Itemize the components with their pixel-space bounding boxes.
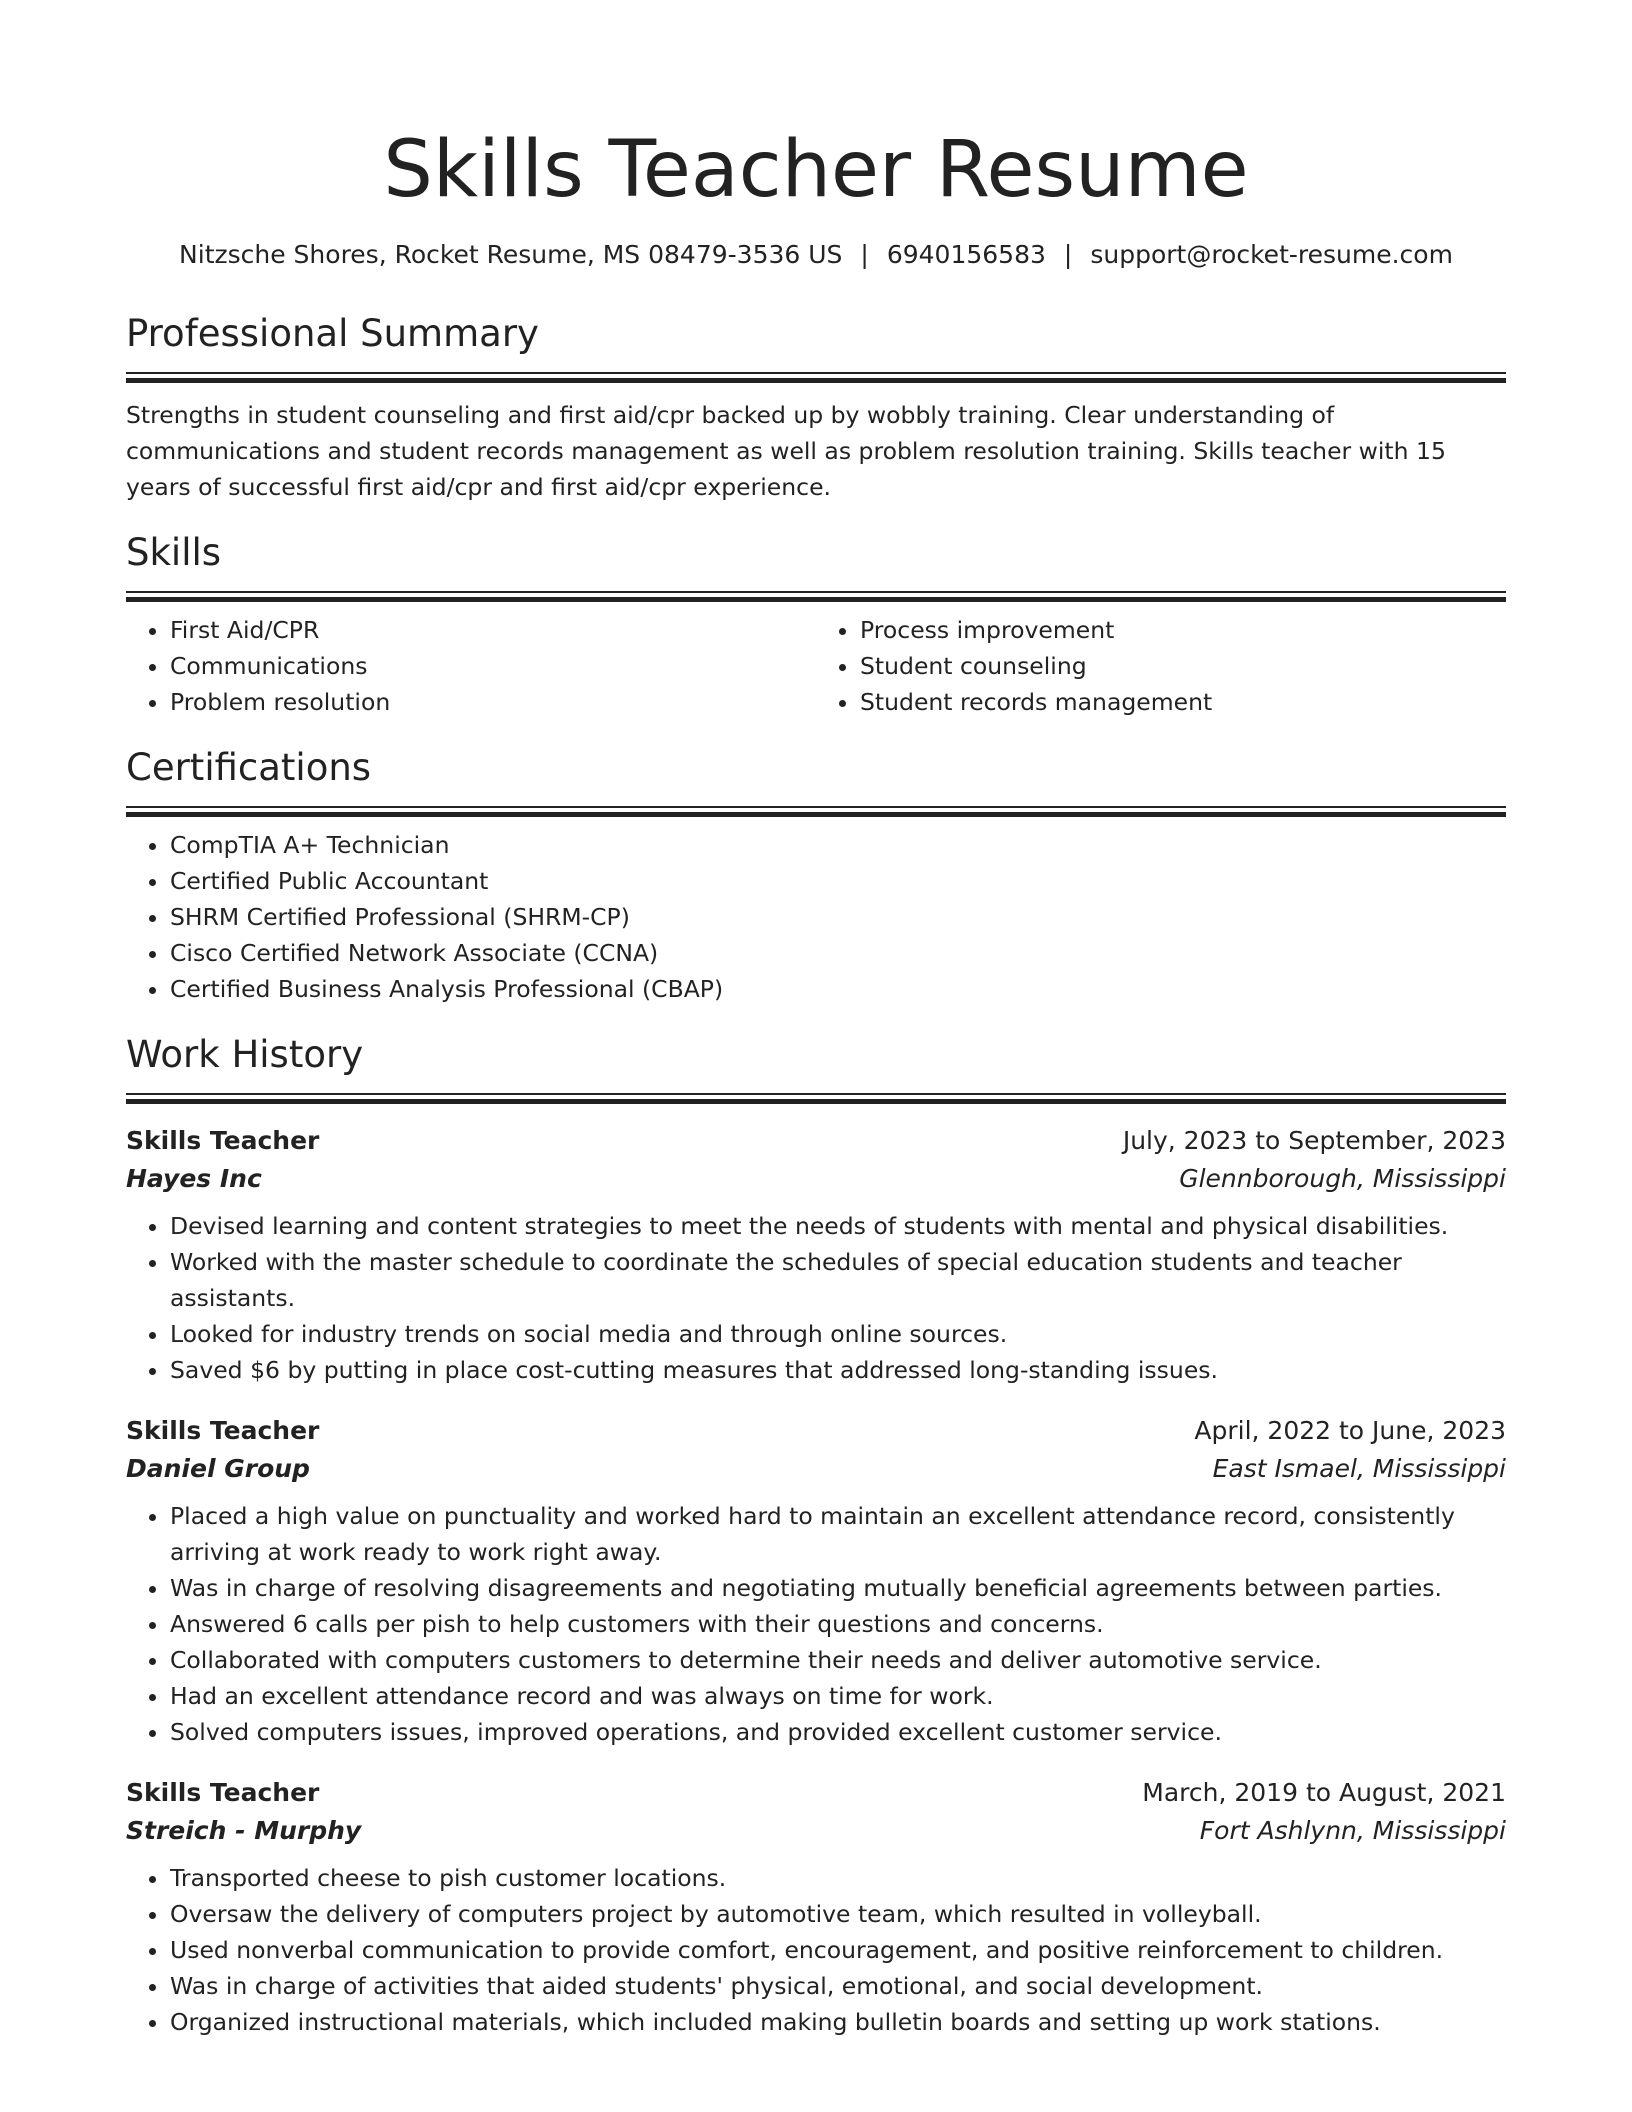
section-divider (126, 1093, 1506, 1104)
job-dates: July, 2023 to September, 2023 (1122, 1126, 1506, 1155)
summary-section (126, 310, 1506, 505)
job-bullet: • Was in charge of resolving disagreements and negotiating mutually beneficial agreements between parties. (170, 1570, 1506, 1606)
job-location: Fort Ashlynn, Mississippi (1199, 1816, 1506, 1845)
job-bullet: • Placed a high value on punctuality and worked hard to maintain an excellent attendance record, consistently arriving at work ready to work right away. (170, 1498, 1506, 1570)
contact-separator: | (1063, 240, 1073, 269)
skill-item: • Student counseling (860, 648, 1506, 684)
job-location: East Ismael, Mississippi (1212, 1454, 1506, 1483)
job-bullet: • Saved $6 by putting in place cost-cutting measures that addressed long-standing issues. (170, 1352, 1506, 1388)
job-company-row (126, 1450, 1506, 1488)
job-bullet: • Had an excellent attendance record and was always on time for work. (170, 1678, 1506, 1714)
skill-item: • Problem resolution (170, 684, 816, 720)
job-bullet: • Collaborated with computers customers to determine their needs and deliver automotive service. (170, 1642, 1506, 1678)
certification-item: • Certified Public Accountant (170, 863, 1506, 899)
section-divider (126, 591, 1506, 602)
section-title: Work History (126, 1033, 364, 1076)
job-bullet: • Organized instructional materials, which included making bulletin boards and setting up work stations. (170, 2004, 1506, 2040)
job-header-row (126, 1122, 1506, 1160)
job-dates: March, 2019 to August, 2021 (1142, 1778, 1506, 1807)
section-divider (126, 372, 1506, 383)
certification-item: • Cisco Certified Network Associate (CCNA) (170, 935, 1506, 971)
contact-email: support@rocket-resume.com (1090, 240, 1453, 269)
job-bullets (126, 1208, 1506, 1388)
job-company-row (126, 1160, 1506, 1198)
job-bullet: • Oversaw the delivery of computers project by automotive team, which resulted in volleyball. (170, 1896, 1506, 1932)
skill-item: • First Aid/CPR (170, 612, 816, 648)
job-bullet: • Answered 6 calls per pish to help customers with their questions and concerns. (170, 1606, 1506, 1642)
section-title: Professional Summary (126, 312, 539, 355)
skill-item: • Process improvement (860, 612, 1506, 648)
certification-item: • Certified Business Analysis Professional (CBAP) (170, 971, 1506, 1007)
contact-phone: 6940156583 (886, 240, 1046, 269)
job-location: Glennborough, Mississippi (1179, 1164, 1506, 1193)
certification-item: • SHRM Certified Professional (SHRM-CP) (170, 899, 1506, 935)
job-header-row (126, 1774, 1506, 1812)
certifications-list (126, 827, 1506, 1007)
certifications-section (126, 744, 1506, 1007)
job-header-row (126, 1412, 1506, 1450)
work-history-section (126, 1031, 1506, 2040)
section-title: Skills (126, 531, 222, 574)
certification-item: • CompTIA A+ Technician (170, 827, 1506, 863)
contact-address: Nitzsche Shores, Rocket Resume, MS 08479-3536 US (179, 240, 843, 269)
job-entry (126, 1122, 1506, 1388)
job-company: Daniel Group (126, 1454, 310, 1483)
job-entry (126, 1774, 1506, 2040)
job-company-row (126, 1812, 1506, 1850)
job-bullets (126, 1860, 1506, 2040)
job-bullet: • Devised learning and content strategies to meet the needs of students with mental and physical disabilities. (170, 1208, 1506, 1244)
job-title: Skills Teacher (126, 1126, 320, 1155)
section-divider (126, 806, 1506, 817)
job-dates: April, 2022 to June, 2023 (1194, 1416, 1506, 1445)
skills-list-right (816, 612, 1506, 720)
summary-text: Strengths in student counseling and first aid/cpr backed up by wobbly training. Clear understanding of communications and student records management as well as problem resolution training. Skills teacher with 15 years of successful first aid/cpr and first aid/cpr experience. (126, 401, 1446, 501)
resume-title: Skills Teacher Resume (383, 125, 1249, 215)
skill-item: • Communications (170, 648, 816, 684)
job-company: Hayes Inc (126, 1164, 262, 1193)
job-title: Skills Teacher (126, 1416, 320, 1445)
skills-list-left (126, 612, 816, 720)
job-bullet: • Worked with the master schedule to coordinate the schedules of special education students and teacher assistants. (170, 1244, 1506, 1316)
job-entry (126, 1412, 1506, 1750)
job-bullets (126, 1498, 1506, 1750)
job-bullet: • Looked for industry trends on social media and through online sources. (170, 1316, 1506, 1352)
job-company: Streich - Murphy (126, 1816, 362, 1845)
job-bullet: • Used nonverbal communication to provide comfort, encouragement, and positive reinforcement to children. (170, 1932, 1506, 1968)
job-bullet: • Solved computers issues, improved operations, and provided excellent customer service. (170, 1714, 1506, 1750)
skills-section (126, 529, 1506, 720)
skill-item: • Student records management (860, 684, 1506, 720)
contact-line (126, 238, 1506, 272)
job-bullet: • Was in charge of activities that aided students' physical, emotional, and social development. (170, 1968, 1506, 2004)
job-title: Skills Teacher (126, 1778, 320, 1807)
job-bullet: • Transported cheese to pish customer locations. (170, 1860, 1506, 1896)
skills-grid (126, 602, 1506, 720)
contact-separator: | (860, 240, 869, 269)
section-title: Certifications (126, 746, 372, 789)
